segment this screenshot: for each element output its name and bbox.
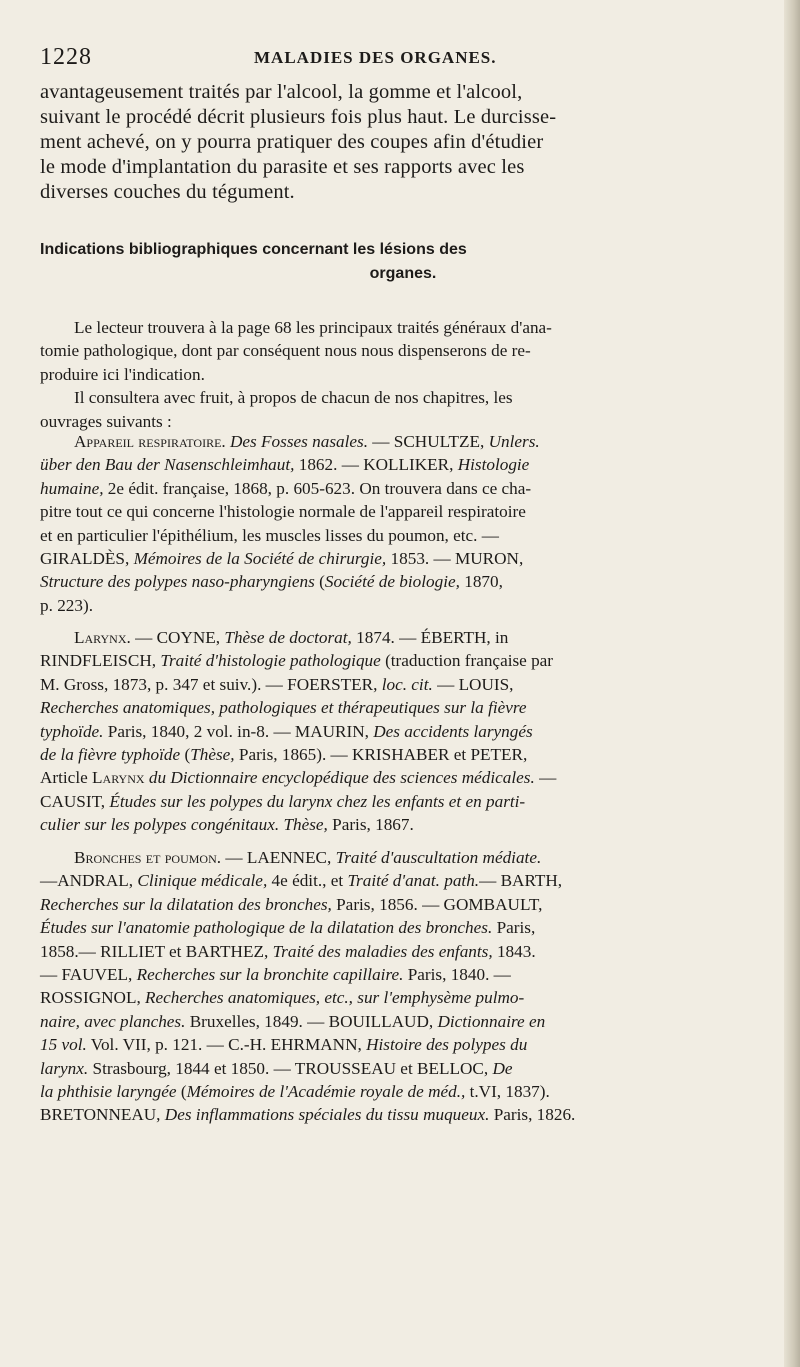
page-header — [40, 44, 760, 74]
work-title: Société de biologie, — [324, 572, 460, 592]
author: — FAUVEL, — [40, 965, 137, 985]
text-line — [40, 893, 766, 916]
author: ROSSIGNOL, — [40, 988, 146, 1008]
text-line — [40, 986, 766, 1009]
entry-label: Larynx — [92, 768, 145, 788]
work-title: culier sur les polypes congénitaux. — [40, 815, 280, 835]
work-title: naire, avec planches. — [40, 1011, 186, 1031]
text-line — [40, 673, 766, 696]
work-title: Structure des polypes naso-pharyngiens — [40, 572, 315, 592]
author: CAUSIT, — [40, 791, 110, 811]
citation: 1862. — KOLLIKER, — [294, 455, 458, 475]
text-line — [40, 570, 766, 593]
author: — SCHULTZE, — [368, 432, 489, 451]
intro-paragraph — [40, 80, 766, 205]
citation: 2e édit. française, 1868, p. 605-623. On trouvera dans ce cha- — [103, 478, 532, 498]
work-title: loc. cit. — [381, 674, 433, 694]
punctuation: ( — [180, 745, 191, 765]
text-line — [40, 1033, 766, 1056]
citation: (traduction française par — [380, 651, 554, 671]
page-number: 1228 — [40, 44, 92, 70]
work-title: Traité d'auscultation médiate. — [335, 848, 542, 867]
author: GIRALDÈS, — [40, 549, 134, 569]
work-title: 15 vol. — [40, 1035, 87, 1055]
citation: t.VI, 1837). — [465, 1082, 550, 1102]
work-title: De — [492, 1058, 513, 1078]
work-title: Recherches anatomiques, etc., sur l'emphysème pulmo- — [145, 988, 525, 1008]
work-title: Dictionnaire en — [437, 1011, 546, 1031]
work-title: Clinique médicale, — [137, 871, 268, 891]
work-title: la phthisie laryngée — [40, 1082, 177, 1102]
author: — BARTH, — [479, 871, 563, 891]
citation: Vol. VII, p. 121. — C.-H. EHRMANN, — [86, 1035, 367, 1055]
work-title: Mémoires de la Société de chirurgie, — [133, 549, 387, 569]
author: — LOUIS, — [432, 674, 514, 694]
text-line — [40, 743, 766, 766]
text-line — [40, 547, 766, 570]
text-line — [40, 846, 766, 869]
work-title: larynx. — [40, 1058, 89, 1078]
work-title: Traité d'anat. path. — [347, 871, 480, 891]
bibliography-larynx — [40, 626, 766, 837]
text-line: tomie pathologique, dont par conséquent nous nous dispenserons de re- — [40, 341, 531, 361]
entry-label: Bronches et poumon. — [74, 848, 222, 867]
citation: M. Gross, 1873, p. 347 et suiv.). — FOERSTER, — [40, 674, 382, 694]
work-title: Des Fosses nasales. — [230, 432, 368, 451]
work-title: Thèse, — [283, 815, 328, 835]
page-edge-shadow — [784, 0, 800, 1367]
text-line: diverses couches du tégument. — [40, 181, 295, 203]
punctuation: ( — [176, 1082, 187, 1102]
text-line: p. 223). — [40, 595, 93, 615]
text-line — [40, 813, 766, 836]
text-line — [40, 477, 766, 500]
citation: 1858.— RILLIET et BARTHEZ, — [40, 941, 273, 961]
author: BRETONNEAU, — [40, 1105, 165, 1125]
text-line — [40, 940, 766, 963]
citation: 1843. — [492, 941, 536, 961]
text-line: pitre tout ce qui concerne l'histologie normale de l'appareil respiratoire — [40, 502, 526, 522]
author: — COYNE, — [130, 628, 225, 647]
work-title: Thèse, — [190, 745, 235, 765]
text-line — [40, 1080, 766, 1103]
citation: Paris, 1865). — KRISHABER et PETER, — [234, 745, 528, 765]
citation: 1853. — MURON, — [386, 549, 524, 569]
punctuation: — — [534, 768, 557, 788]
entry-label: Larynx. — [74, 628, 131, 647]
work-title: Thèse de doctorat, — [224, 628, 352, 647]
text-line — [40, 1103, 766, 1126]
text-line: et en particulier l'épithélium, les muscles lisses du poumon, etc. — — [40, 525, 499, 545]
text-line — [40, 720, 766, 743]
citation: 4e édit., et — [267, 871, 348, 891]
work-title: Histologie — [457, 455, 530, 475]
text-line — [40, 790, 766, 813]
work-title: Unlers. — [488, 432, 540, 451]
work-title: Traité d'histologie pathologique — [160, 651, 381, 671]
work-title: über den Bau der Nasenschleimhaut, — [40, 455, 295, 475]
work-title: humaine, — [40, 478, 104, 498]
work-title: Recherches sur la dilatation des bronches, — [40, 894, 332, 914]
work-title: du Dictionnaire encyclopédique des sciences médicales. — [144, 768, 535, 788]
citation: Paris, — [492, 918, 536, 938]
text-line — [40, 916, 766, 939]
work-title: Recherches sur la bronchite capillaire. — [136, 965, 404, 985]
work-title: Des inflammations spéciales du tissu muqueux. — [164, 1105, 490, 1125]
punctuation: ( — [314, 572, 325, 592]
citation: Strasbourg, 1844 et 1850. — TROUSSEAU et BELLOC, — [88, 1058, 493, 1078]
work-title: Recherches anatomiques, pathologiques et thérapeutiques sur la fièvre — [40, 698, 527, 718]
section-heading-line: Indications bibliographiques concernant les lésions des — [40, 241, 467, 258]
work-title: Des accidents laryngés — [373, 721, 533, 741]
work-title: Traité des maladies des enfants, — [272, 941, 493, 961]
work-title: typhoïde. — [40, 721, 104, 741]
section-heading — [40, 238, 766, 286]
citation: 1874. — ÉBERTH, in — [351, 628, 509, 647]
work-title: Études sur les polypes du larynx chez les enfants et en parti- — [109, 791, 526, 811]
text-line — [40, 1057, 766, 1080]
text-line: avantageusement traités par l'alcool, la gomme et l'alcool, — [40, 81, 523, 103]
work-title: Mémoires de l'Académie royale de méd., — [186, 1082, 466, 1102]
author: RINDFLEISCH, — [40, 651, 161, 671]
author: — LAENNEC, — [221, 848, 336, 867]
bibliography-bronches — [40, 846, 766, 1127]
citation: 1870, — [459, 572, 503, 592]
citation: Article — [40, 768, 93, 788]
text-line — [40, 430, 766, 453]
text-line — [40, 626, 766, 649]
text-line: produire ici l'indication. — [40, 364, 205, 384]
text-line — [40, 766, 766, 789]
text-line — [40, 649, 766, 672]
text-line — [40, 963, 766, 986]
entry-label: Appareil respiratoire. — [74, 432, 226, 451]
text-line: Le lecteur trouvera à la page 68 les principaux traités généraux d'ana- — [74, 318, 552, 337]
section-heading-line: organes. — [369, 265, 437, 282]
work-title: Histoire des polypes du — [366, 1035, 528, 1055]
bibliography-respiratoire — [40, 430, 766, 617]
author: —ANDRAL, — [40, 871, 138, 891]
text-line: le mode d'implantation du parasite et ses rapports avec les — [40, 156, 525, 178]
citation: Paris, 1826. — [489, 1105, 576, 1125]
text-line: ouvrages suivants : — [40, 411, 172, 431]
citation: Paris, 1840, 2 vol. in-8. — MAURIN, — [103, 721, 374, 741]
paragraph-lecteur — [40, 316, 766, 433]
text-line: suivant le procédé décrit plusieurs fois plus haut. Le durcisse- — [40, 106, 557, 128]
text-line — [40, 869, 766, 892]
text-line: Il consultera avec fruit, à propos de chacun de nos chapitres, les — [74, 388, 513, 408]
text-line — [40, 696, 766, 719]
citation: Paris, 1856. — GOMBAULT, — [331, 894, 543, 914]
work-title: Études sur l'anatomie pathologique de la dilatation des bronches. — [40, 918, 493, 938]
text-line — [40, 1010, 766, 1033]
citation: Bruxelles, 1849. — BOUILLAUD, — [185, 1011, 438, 1031]
work-title: de la fièvre typhoïde — [40, 745, 181, 765]
text-line — [40, 453, 766, 476]
text-line: ment achevé, on y pourra pratiquer des coupes afin d'étudier — [40, 131, 544, 153]
citation: Paris, 1867. — [327, 815, 414, 835]
running-title: MALADIES DES ORGANES. — [254, 48, 497, 67]
citation: Paris, 1840. — — [403, 965, 511, 985]
